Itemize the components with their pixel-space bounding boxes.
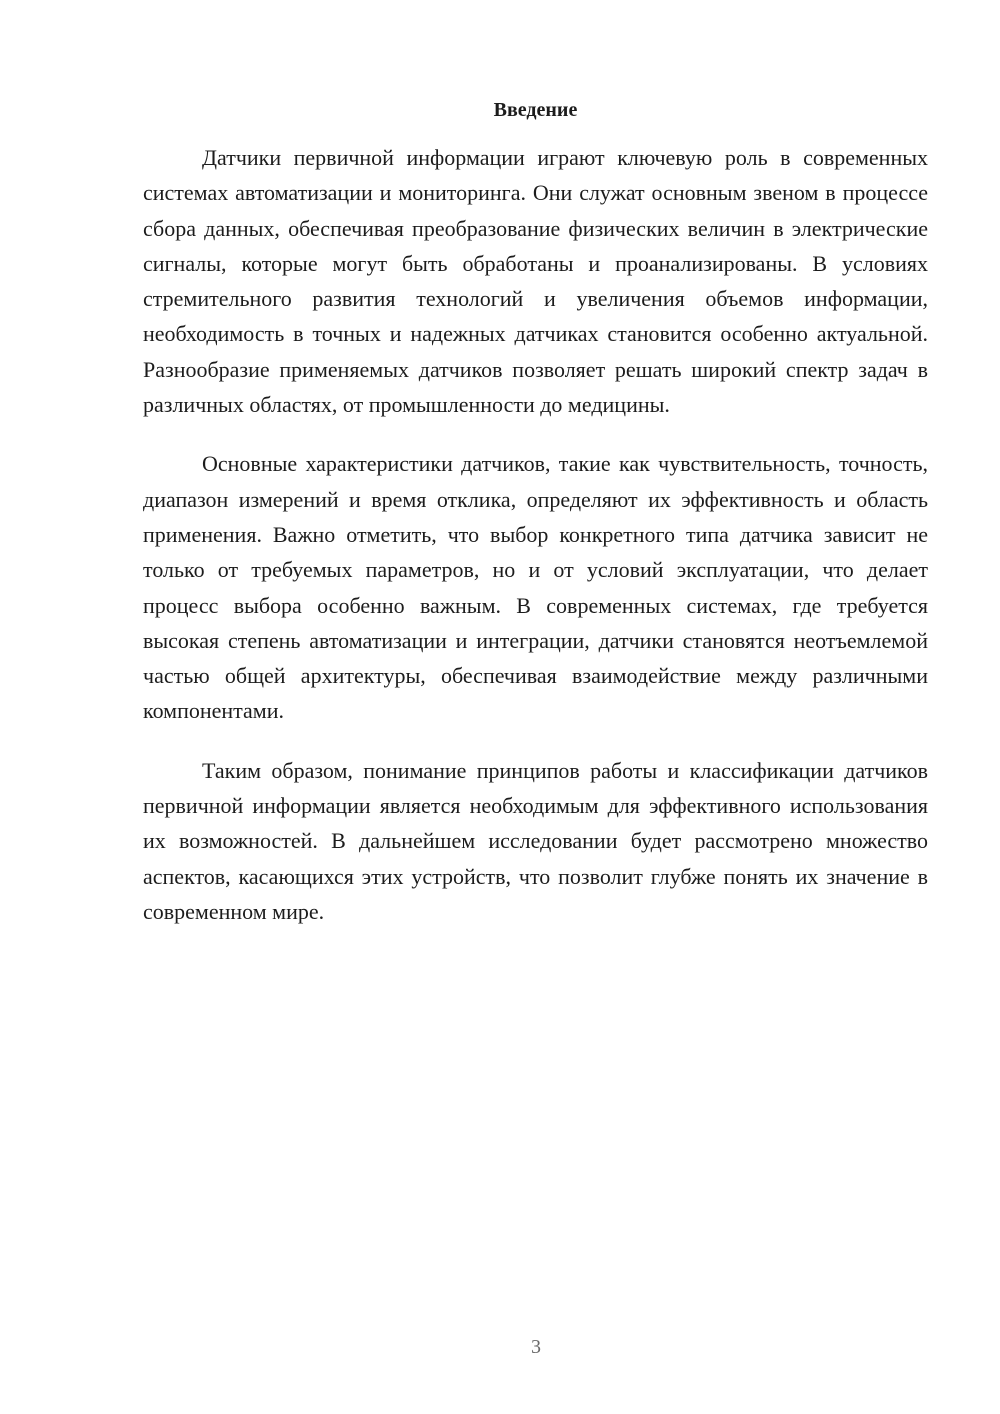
- paragraph-3: Таким образом, понимание принципов работы и классификации датчиков первичной информации является необходимым для эффективного использования их возможностей. В дальнейшем исследовании будет рассмотрено множество аспектов, касающихся этих устройств, что позволит глубже понять их значение в современном мире.: [143, 757, 928, 924]
- paragraph-2: Основные характеристики датчиков, такие как чувствительность, точность, диапазон измерений и время отклика, определяют их эффективность и область применения. Важно отметить, что выбор конкретного типа датчика зависит не только от требуемых параметров, но и от условий эксплуатации, что делает процесс выбора особенно важным. В современных системах, где требуется высокая степень автоматизации и интеграции, датчики становятся неотъемлемой частью общей архитектуры, обеспечивая взаимодействие между различными компонентами.: [143, 451, 928, 724]
- paragraph-1: Датчики первичной информации играют ключевую роль в современных системах автоматизации и мониторинга. Они служат основным звеном в процессе сбора данных, обеспечивая преобразование физических величин в электрические сигналы, которые могут быть обработаны и проанализированы. В условиях стремительного развития технологий и увеличения объемов информации, необходимость в точных и надежных датчиках становится особенно актуальной. Разнообразие применяемых датчиков позволяет решать широкий спектр задач в различных областях, от промышленности до медицины.: [143, 145, 928, 418]
- page-number: 3: [531, 1336, 541, 1358]
- section-heading: Введение: [493, 99, 578, 121]
- page-content: [143, 96, 928, 953]
